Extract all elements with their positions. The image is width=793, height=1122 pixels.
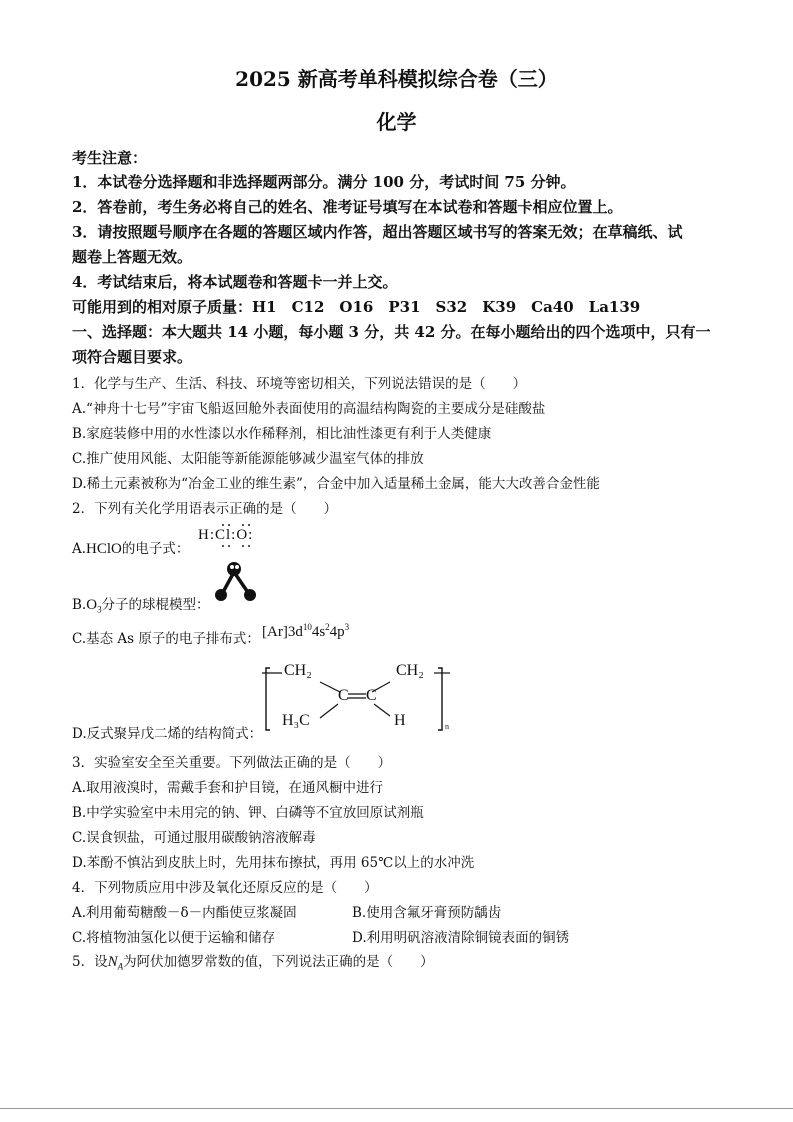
c-left-label: C: [338, 687, 349, 704]
ch2-right-label: CH₂: [396, 662, 424, 679]
q5-stem: 5．设$N_A$为阿伏加德罗常数的值，下列说法正确的是（ ）: [72, 954, 434, 972]
q4-option-b: B.使用含氟牙膏预防龋齿: [352, 905, 502, 921]
notice-item-3-cont: 题卷上答题无效。: [72, 248, 193, 266]
exam-title: 2025 新高考单科模拟综合卷（三）: [235, 67, 558, 91]
notice-item-4: 4．考试结束后，将本试题卷和答题卡一并上交。: [72, 273, 398, 291]
repeat-n-label: n: [445, 722, 449, 731]
h3c-label: H₃C: [282, 712, 310, 729]
q4-option-d: D.利用明矾溶液清除铜镜表面的铜锈: [352, 930, 570, 946]
ch2-left-label: CH₂: [284, 662, 312, 679]
q2-option-c: C.基态 As 原子的电子排布式：: [72, 631, 260, 647]
as-electron-configuration: $[Ar]3d^{10}4s^24p^3$: [262, 622, 350, 640]
c-right-label: C: [366, 687, 377, 704]
q2-option-a: A.HClO的电子式：: [72, 541, 190, 557]
q3-option-a: A.取用液溴时，需戴手套和护目镜，在通风橱中进行: [72, 780, 384, 796]
hclo-electron-formula: H:Cl:O:: [198, 524, 253, 544]
q2-option-b: $B.O_3$分子的球棍模型：: [72, 597, 210, 615]
q3-stem: 3．实验室安全至关重要。下列做法正确的是（ ）: [72, 755, 392, 771]
q3-option-c: C.误食钡盐，可通过服用碳酸钠溶液解毒: [72, 830, 316, 846]
q2-stem: 2．下列有关化学用语表示正确的是（ ）: [72, 501, 338, 517]
q1-option-b: B.家庭装修中用的水性漆以水作稀释剂，相比油性漆更有利于人类健康: [72, 426, 492, 442]
q1-stem: 1．化学与生产、生活、科技、环境等密切相关，下列说法错误的是（ ）: [72, 376, 527, 392]
trans-polyisoprene-structure: [262, 660, 462, 736]
page-bottom-rule: [0, 1108, 793, 1109]
q3-option-d: D.苯酚不慎沾到皮肤上时，先用抹布擦拭，再用 65℃以上的水冲洗: [72, 855, 475, 871]
q1-option-a: A.“神舟十七号”宇宙飞船返回舱外表面使用的高温结构陶瓷的主要成分是硅酸盐: [72, 401, 546, 417]
section-heading-cont: 项符合题目要求。: [72, 348, 193, 366]
q4-option-a: A.利用葡萄糖酸－δ－内酯使豆浆凝固: [72, 905, 297, 921]
notice-item-3: 3．请按照题号顺序在各题的答题区域内作答，超出答题区域书写的答案无效；在草稿纸、试: [72, 223, 683, 241]
q3-option-b: B.中学实验室中未用完的钠、钾、白磷等不宜放回原试剂瓶: [72, 805, 424, 821]
q4-stem: 4．下列物质应用中涉及氧化还原反应的是（ ）: [72, 880, 378, 896]
h-label: H: [394, 712, 406, 729]
notice-heading: 考生注意：: [72, 149, 148, 167]
q2-option-d: D.反式聚异戊二烯的结构简式：: [72, 726, 263, 742]
q1-option-d: D.稀土元素被称为“冶金工业的维生素”，合金中加入适量稀土金属，能大大改善合金性能: [72, 476, 600, 492]
subject-title: 化学: [376, 110, 417, 134]
notice-item-1: 1．本试卷分选择题和非选择题两部分。满分 100 分，考试时间 75 分钟。: [72, 173, 576, 191]
q4-option-c: C.将植物油氢化以便于运输和储存: [72, 930, 276, 946]
ozone-ball-stick-model: [212, 556, 258, 604]
lone-pair-dots: [198, 520, 268, 550]
section-heading: 一、选择题：本大题共 14 小题，每小题 3 分，共 42 分。在每小题给出的四个选项中，只有一: [72, 323, 711, 341]
notice-item-2: 2．答卷前，考生务必将自己的姓名、准考证号填写在本试卷和答题卡相应位置上。: [72, 198, 623, 216]
atomic-masses: 可能用到的相对原子质量：H1 C12 O16 P31 S32 K39 Ca40 La139: [72, 298, 641, 316]
q1-option-c: C.推广使用风能、太阳能等新能源能够减少温室气体的排放: [72, 451, 424, 467]
